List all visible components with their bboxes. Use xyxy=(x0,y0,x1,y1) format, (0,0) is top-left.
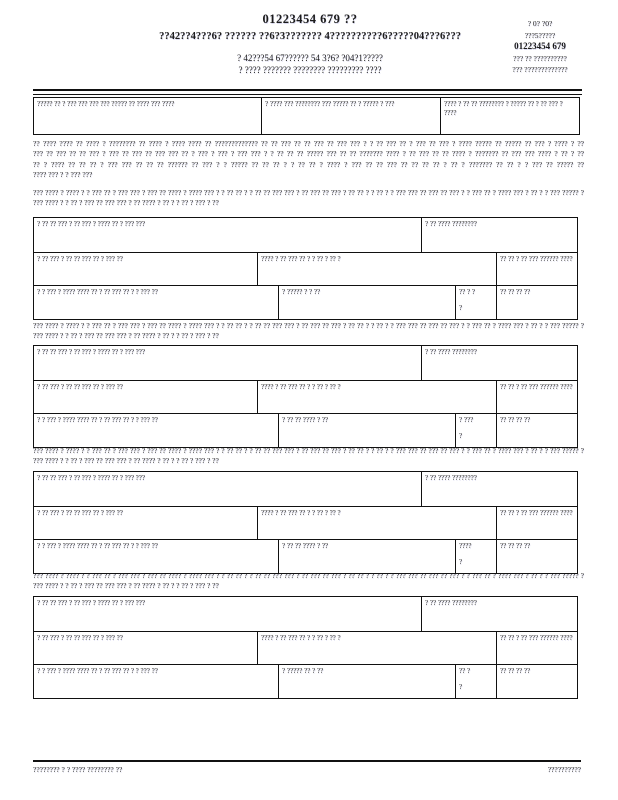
section-2-field-id-label: ? ?? ???? ???????? xyxy=(425,348,477,356)
section-2-field-code-label-2: ? xyxy=(459,431,463,440)
section-2-field-code-label-1: ? ??? xyxy=(459,416,474,424)
section-4-field-date[interactable] xyxy=(279,665,456,698)
header-divider-rule xyxy=(33,89,582,95)
intro-line-3: ?? ? ???? ?? ?? ?? ? ??? ??? ?? ?? ?? ?????? ?? ??? ? ? ????? ?? ?? ?? ? ? ?? ?? ? ???? ? ??? ?? ?? ??? ?? ?? ?? ?? ? ?? ? ??????? ?? ?? ? ? ??? ?? ????? ?? xyxy=(33,159,584,169)
section-3-field-date-label: ? ?? ?? ???? ? ?? xyxy=(282,542,329,550)
section-4-field-id[interactable] xyxy=(422,597,577,631)
form-subheading-2: ? ???? ??????? ???????? ????????? ???? xyxy=(238,65,382,75)
section-1-field-address-label: ? ?? ??? ? ?? ?? ??? ?? ? ??? ?? xyxy=(37,255,123,263)
section-1-field-code[interactable] xyxy=(456,286,497,319)
section-1-field-code-label-1: ?? ? ? xyxy=(459,288,475,296)
section-1-field-id[interactable] xyxy=(422,218,577,252)
section-2-instructions-line-1: ??? ???? ? ???? ? ? ??? ?? ? ??? ??? ? ??? ?? ???? ? ???? ??? ? ? ?? ?? ? ? ?? ?? ??? ??? ? ?? ??? ?? ??? ? ?? ?? ? ? ?? ? ? ??? ??? ?? ??? ?? ??? ? ? ??? ?? ? ???? ??? ? ?? ? ? ??? ????? ? xyxy=(33,321,584,330)
section-3-field-id[interactable] xyxy=(422,472,577,506)
corner-line-1: ? 0? ?0? xyxy=(527,19,553,28)
section-3-field-date[interactable] xyxy=(279,540,456,573)
identity-box-name[interactable] xyxy=(34,98,262,134)
section-1-field-city-label: ???? ? ?? ??? ?? ? ? ?? ? ?? ? xyxy=(261,255,341,263)
section-1-field-description[interactable] xyxy=(34,286,279,319)
section-2-field-amount-2-label: ?? ?? ?? ?? xyxy=(500,416,531,424)
section-1-field-id-label: ? ?? ???? ???????? xyxy=(425,220,477,228)
section-4-instructions-line-2: ??? ???? ? ? ?? ? ??? ?? ??? ??? ? ?? ???? ? ?? ? ? ?? ? ??? ? ?? xyxy=(33,581,219,591)
identity-box-id-number-label: ? ???? ??? ???????? ??? ????? ?? ? ????? ? ??? xyxy=(265,100,395,108)
section-2-field-city-label: ???? ? ?? ??? ?? ? ? ?? ? ?? ? xyxy=(261,383,341,391)
section-4-field-amount-1-label: ?? ?? ? ?? ??? ?????? ???? xyxy=(500,634,573,642)
section-4-instructions xyxy=(33,571,584,592)
section-2-field-city[interactable] xyxy=(258,381,497,413)
form-subtitle: ??42??4???6? ?????? ??6?3??????? 4??????????6?????04???6??? xyxy=(159,31,461,42)
section-3-field-description-label: ? ? ??? ? ???? ???? ?? ? ?? ??? ?? ? ? ??? ?? xyxy=(37,542,158,550)
section-1-field-code-label-2: ? xyxy=(459,303,463,312)
section-2-field-address-label: ? ?? ??? ? ?? ?? ??? ?? ? ??? ?? xyxy=(37,383,123,391)
section-4-field-amount-2[interactable] xyxy=(497,665,577,698)
section-2-field-name-label: ? ?? ?? ??? ? ?? ??? ? ???? ?? ? ??? ??? xyxy=(37,348,145,356)
section-3-table xyxy=(33,471,578,574)
section-3-field-address[interactable] xyxy=(34,507,258,539)
section-3-field-amount-1-label: ?? ?? ? ?? ??? ?????? ???? xyxy=(500,509,573,517)
section-3-field-name[interactable] xyxy=(34,472,422,506)
section-4-field-code-label-1: ?? ? xyxy=(459,667,471,675)
intro-paragraph xyxy=(33,139,584,181)
section-2-field-description[interactable] xyxy=(34,414,279,447)
section-4-field-code-label-2: ? xyxy=(459,682,463,691)
section-1-field-name[interactable] xyxy=(34,218,422,252)
form-number: 01223454 679 xyxy=(514,41,566,51)
section-2-field-amount-2[interactable] xyxy=(497,414,577,447)
section-4-field-description-label: ? ? ??? ? ???? ???? ?? ? ?? ??? ?? ? ? ??? ?? xyxy=(37,667,158,675)
footer-divider-rule xyxy=(33,760,581,762)
section-3-instructions-line-1: ??? ???? ? ???? ? ? ??? ?? ? ??? ??? ? ??? ?? ???? ? ???? ??? ? ? ?? ?? ? ? ?? ?? ??? ??? ? ?? ??? ?? ??? ? ?? ?? ? ? ?? ? ? ??? ??? ?? ??? ?? ??? ? ? ??? ?? ? ???? ??? ? ?? ? ? ??? ????? ? xyxy=(33,446,584,455)
section-1-instructions xyxy=(33,188,584,209)
section-3-field-code[interactable] xyxy=(456,540,497,573)
section-3-instructions xyxy=(33,446,584,467)
section-3-instructions-line-2: ??? ???? ? ? ?? ? ??? ?? ??? ??? ? ?? ???? ? ?? ? ? ?? ? ??? ? ?? xyxy=(33,456,219,466)
section-1-field-date[interactable] xyxy=(279,286,456,319)
section-2-field-date[interactable] xyxy=(279,414,456,447)
section-1-field-amount-2-label: ?? ?? ?? ?? xyxy=(500,288,531,296)
section-4-field-address[interactable] xyxy=(34,632,258,664)
section-1-field-date-label: ? ????? ? ? ?? xyxy=(282,288,321,296)
intro-line-2: ??? ?? ??? ?? ?? ??? ? ??? ?? ??? ?? ??? ??? ?? ? ??? ? ??? ? ??? ??? ? ? ?? ?? ?? ????? ??? ?? ?? ??????? ???? ? ?? ??? ?? ?? ???? ? ??????? ?? ??? ??? ???? ? ?? ? ?? xyxy=(33,149,584,159)
section-3-field-amount-1[interactable] xyxy=(497,507,577,539)
section-4-field-date-label: ? ????? ?? ? ?? xyxy=(282,667,324,675)
form-number-block xyxy=(492,18,588,76)
section-4-table xyxy=(33,596,578,699)
section-2-instructions xyxy=(33,321,584,342)
section-3-field-amount-2[interactable] xyxy=(497,540,577,573)
footer-right-text: ?????????? xyxy=(547,765,581,774)
section-1-field-amount-2[interactable] xyxy=(497,286,577,319)
section-3-field-description[interactable] xyxy=(34,540,279,573)
identity-box-other-label: ???? ? ?? ?? ???????? ? ????? ?? ? ?? ??? ? ???? xyxy=(444,100,563,117)
form-subheading-1: ? 42???54 67?????? 54 3?6? ?04?1????? xyxy=(237,53,383,63)
form-title-block xyxy=(110,12,510,75)
section-4-field-name[interactable] xyxy=(34,597,422,631)
form-title: 01223454 679 ?? xyxy=(262,12,358,26)
section-2-field-name[interactable] xyxy=(34,346,422,380)
section-1-table xyxy=(33,217,578,320)
section-2-field-address[interactable] xyxy=(34,381,258,413)
section-3-field-name-label: ? ?? ?? ??? ? ?? ??? ? ???? ?? ? ??? ??? xyxy=(37,474,145,482)
corner-line-4: ??? ?? ?????????? xyxy=(513,53,567,63)
section-4-field-code[interactable] xyxy=(456,665,497,698)
section-4-field-description[interactable] xyxy=(34,665,279,698)
section-1-field-name-label: ? ?? ?? ??? ? ?? ??? ? ???? ?? ? ??? ??? xyxy=(37,220,145,228)
section-3-field-address-label: ? ?? ??? ? ?? ?? ??? ?? ? ??? ?? xyxy=(37,509,123,517)
section-2-field-date-label: ? ?? ?? ???? ? ?? xyxy=(282,416,329,424)
corner-line-2: ???5????? xyxy=(524,30,556,40)
section-3-field-code-label-1: ???? xyxy=(459,542,472,550)
section-4-field-id-label: ? ?? ???? ???????? xyxy=(425,599,477,607)
identity-box-id-number[interactable] xyxy=(262,98,441,134)
section-1-field-address[interactable] xyxy=(34,253,258,285)
footer-left-text: ???????? ? ? ???? ???????? ?? xyxy=(33,765,123,774)
identity-box-name-label: ????? ?? ? ??? ??? ??? ??? ????? ?? ???? ??? ???? xyxy=(37,100,175,108)
section-2-field-amount-1-label: ?? ?? ? ?? ??? ?????? ???? xyxy=(500,383,573,391)
section-3-field-code-label-2: ? xyxy=(459,557,463,566)
section-2-field-id[interactable] xyxy=(422,346,577,380)
section-4-field-address-label: ? ?? ??? ? ?? ?? ??? ?? ? ??? ?? xyxy=(37,634,123,642)
section-1-field-city[interactable] xyxy=(258,253,497,285)
section-2-field-description-label: ? ? ??? ? ???? ???? ?? ? ?? ??? ?? ? ? ??? ?? xyxy=(37,416,158,424)
section-2-instructions-line-2: ??? ???? ? ? ?? ? ??? ?? ??? ??? ? ?? ???? ? ?? ? ? ?? ? ??? ? ?? xyxy=(33,331,219,341)
section-2-table xyxy=(33,345,578,448)
identity-box-other[interactable] xyxy=(441,98,579,134)
section-1-instructions-line-1: ??? ???? ? ???? ? ? ??? ?? ? ??? ??? ? ??? ?? ???? ? ???? ??? ? ? ?? ?? ? ? ?? ?? ??? ??? ? ?? ??? ?? ??? ? ?? ?? ? ? ?? ? ? ??? ??? ?? ??? ?? ??? ? ? ??? ?? ? ???? ??? ? ?? ? ? ??? ????? ? xyxy=(33,188,584,197)
section-3-field-city[interactable] xyxy=(258,507,497,539)
section-1-field-amount-1-label: ?? ?? ? ?? ??? ?????? ???? xyxy=(500,255,573,263)
section-4-field-amount-2-label: ?? ?? ?? ?? xyxy=(500,667,531,675)
identity-boxes-row xyxy=(33,97,580,135)
section-1-field-description-label: ? ? ??? ? ???? ???? ?? ? ?? ??? ?? ? ? ??? ?? xyxy=(37,288,158,296)
section-2-field-code[interactable] xyxy=(456,414,497,447)
section-4-field-city[interactable] xyxy=(258,632,497,664)
section-3-field-city-label: ???? ? ?? ??? ?? ? ? ?? ? ?? ? xyxy=(261,509,341,517)
intro-line-1: ?? ???? ???? ?? ???? ? ???????? ?? ???? ? ???? ???? ?? ????????????? ?? ?? ??? ?? ?? ??? ?? ??? ??? ? ? ?? ??? ?? ? ??? ?? ??? ? ???? ????? ?? ????? ?? ??? ? ???? ? ?? xyxy=(33,139,584,148)
section-3-field-amount-2-label: ?? ?? ?? ?? xyxy=(500,542,531,550)
intro-line-4: ???? ??? ? ? ??? ??? xyxy=(33,170,93,180)
section-2-field-amount-1[interactable] xyxy=(497,381,577,413)
section-4-field-city-label: ???? ? ?? ??? ?? ? ? ?? ? ?? ? xyxy=(261,634,341,642)
section-4-instructions-line-1: ??? ???? ? ???? ? ? ??? ?? ? ??? ??? ? ??? ?? ???? ? ???? ??? ? ? ?? ?? ? ? ?? ?? ??? ??? ? ?? ??? ?? ??? ? ?? ?? ? ? ?? ? ? ??? ??? ?? ??? ?? ??? ? ? ??? ?? ? ???? ??? ? ?? ? ? ??? ????? ? xyxy=(33,571,584,580)
section-1-field-amount-1[interactable] xyxy=(497,253,577,285)
corner-line-5: ??? ????????????? xyxy=(512,65,568,74)
section-3-field-id-label: ? ?? ???? ???????? xyxy=(425,474,477,482)
section-4-field-name-label: ? ?? ?? ??? ? ?? ??? ? ???? ?? ? ??? ??? xyxy=(37,599,145,607)
section-4-field-amount-1[interactable] xyxy=(497,632,577,664)
section-1-instructions-line-2: ??? ???? ? ? ?? ? ??? ?? ??? ??? ? ?? ???? ? ?? ? ? ?? ? ??? ? ?? xyxy=(33,198,219,208)
